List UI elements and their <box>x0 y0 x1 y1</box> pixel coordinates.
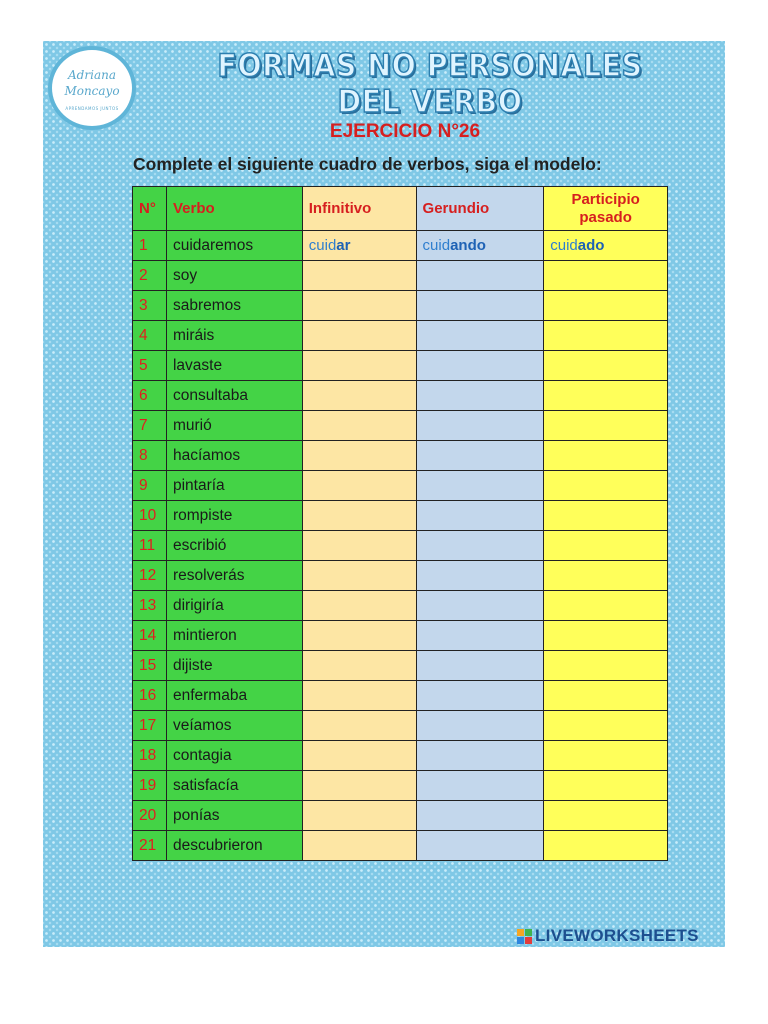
table-row <box>133 291 668 321</box>
infinitive-answer-cell[interactable] <box>302 261 416 291</box>
infinitive-answer-cell[interactable] <box>302 801 416 831</box>
infinitive-answer-cell[interactable] <box>302 741 416 771</box>
table-row <box>133 711 668 741</box>
row-number: 20 <box>133 801 167 831</box>
row-verb: hacíamos <box>166 441 302 471</box>
model-infinitive <box>302 231 416 261</box>
instruction-text: Complete el siguiente cuadro de verbos, siga el modelo: <box>133 154 602 174</box>
infinitive-answer-cell[interactable] <box>302 531 416 561</box>
row-number: 5 <box>133 351 167 381</box>
row-number: 15 <box>133 651 167 681</box>
row-number: 4 <box>133 321 167 351</box>
liveworksheets-logo-icon <box>517 929 532 944</box>
infinitive-answer-cell[interactable] <box>302 321 416 351</box>
table-row <box>133 621 668 651</box>
row-verb: murió <box>166 411 302 441</box>
row-number: 13 <box>133 591 167 621</box>
gerund-answer-cell[interactable] <box>416 351 544 381</box>
participle-answer-cell[interactable] <box>544 291 668 321</box>
row-number: 18 <box>133 741 167 771</box>
gerund-answer-cell[interactable] <box>416 651 544 681</box>
table-row <box>133 771 668 801</box>
infinitive-answer-cell[interactable] <box>302 651 416 681</box>
table-header-row <box>133 187 668 231</box>
verb-table <box>132 186 668 861</box>
participle-answer-cell[interactable] <box>544 591 668 621</box>
infinitive-answer-cell[interactable] <box>302 471 416 501</box>
row-number: 9 <box>133 471 167 501</box>
row-verb: soy <box>166 261 302 291</box>
row-number: 3 <box>133 291 167 321</box>
gerund-answer-cell[interactable] <box>416 771 544 801</box>
row-verb: dijiste <box>166 651 302 681</box>
brand-text: LIVEWORKSHEETS <box>535 926 699 945</box>
header-verb: Verbo <box>166 187 302 231</box>
participle-answer-cell[interactable] <box>544 501 668 531</box>
participle-answer-cell[interactable] <box>544 351 668 381</box>
participle-answer-cell[interactable] <box>544 411 668 441</box>
row-verb: descubrieron <box>166 831 302 861</box>
participle-answer-cell[interactable] <box>544 471 668 501</box>
gerund-answer-cell[interactable] <box>416 831 544 861</box>
row-number: 14 <box>133 621 167 651</box>
row-verb: ponías <box>166 801 302 831</box>
model-stem: cuid <box>308 237 337 254</box>
gerund-answer-cell[interactable] <box>416 471 544 501</box>
row-number: 2 <box>133 261 167 291</box>
row-verb: cuidaremos <box>166 231 302 261</box>
infinitive-answer-cell[interactable] <box>302 831 416 861</box>
table-row <box>133 501 668 531</box>
table-row <box>133 441 668 471</box>
gerund-answer-cell[interactable] <box>416 441 544 471</box>
row-number: 16 <box>133 681 167 711</box>
participle-answer-cell[interactable] <box>544 381 668 411</box>
participle-answer-cell[interactable] <box>544 261 668 291</box>
table-row <box>133 261 668 291</box>
participle-answer-cell[interactable] <box>544 681 668 711</box>
model-participle <box>544 231 668 261</box>
model-stem: cuid <box>422 237 451 254</box>
table-row <box>133 531 668 561</box>
model-stem: cuid <box>550 237 578 254</box>
worksheet-title: FORMAS NO PERSONALES DEL VERBO <box>217 48 643 120</box>
participle-answer-cell[interactable] <box>544 651 668 681</box>
participle-answer-cell[interactable] <box>544 801 668 831</box>
exercise-number: EJERCICIO N°26 <box>329 121 481 142</box>
table-row <box>133 351 668 381</box>
infinitive-answer-cell[interactable] <box>302 381 416 411</box>
table-row <box>133 801 668 831</box>
gerund-answer-cell[interactable] <box>416 501 544 531</box>
row-number: 6 <box>133 381 167 411</box>
gerund-answer-cell[interactable] <box>416 531 544 561</box>
row-verb: consultaba <box>166 381 302 411</box>
participle-answer-cell[interactable] <box>544 771 668 801</box>
row-number: 17 <box>133 711 167 741</box>
infinitive-answer-cell[interactable] <box>302 561 416 591</box>
table-row <box>133 411 668 441</box>
table-row <box>133 831 668 861</box>
row-verb: escribió <box>166 531 302 561</box>
gerund-answer-cell[interactable] <box>416 411 544 441</box>
gerund-answer-cell[interactable] <box>416 681 544 711</box>
participle-answer-cell[interactable] <box>544 561 668 591</box>
model-row <box>133 231 668 261</box>
infinitive-answer-cell[interactable] <box>302 501 416 531</box>
author-logo <box>48 46 136 130</box>
gerund-answer-cell[interactable] <box>416 291 544 321</box>
infinitive-answer-cell[interactable] <box>302 591 416 621</box>
infinitive-answer-cell[interactable] <box>302 291 416 321</box>
row-number: 1 <box>133 231 167 261</box>
header-participle: Participio pasado <box>544 187 668 231</box>
row-verb: miráis <box>166 321 302 351</box>
participle-answer-cell[interactable] <box>544 441 668 471</box>
infinitive-answer-cell[interactable] <box>302 681 416 711</box>
table-row <box>133 591 668 621</box>
row-verb: sabremos <box>166 291 302 321</box>
participle-answer-cell[interactable] <box>544 321 668 351</box>
infinitive-answer-cell[interactable] <box>302 351 416 381</box>
row-number: 8 <box>133 441 167 471</box>
row-number: 7 <box>133 411 167 441</box>
row-number: 10 <box>133 501 167 531</box>
row-verb: contagia <box>166 741 302 771</box>
table-row <box>133 681 668 711</box>
table-row <box>133 471 668 501</box>
logo-line-1: Adriana <box>68 68 116 82</box>
participle-answer-cell[interactable] <box>544 621 668 651</box>
model-ending: ando <box>450 237 486 254</box>
gerund-answer-cell[interactable] <box>416 621 544 651</box>
table-row <box>133 321 668 351</box>
logo-line-3: APRENDAMOS JUNTOS <box>65 106 119 111</box>
row-verb: enfermaba <box>166 681 302 711</box>
model-gerund <box>416 231 544 261</box>
gerund-answer-cell[interactable] <box>416 591 544 621</box>
row-verb: lavaste <box>166 351 302 381</box>
infinitive-answer-cell[interactable] <box>302 771 416 801</box>
table-row <box>133 651 668 681</box>
row-verb: pintaría <box>166 471 302 501</box>
row-verb: veíamos <box>166 711 302 741</box>
gerund-answer-cell[interactable] <box>416 561 544 591</box>
liveworksheets-brand <box>517 924 699 948</box>
participle-answer-cell[interactable] <box>544 531 668 561</box>
row-number: 19 <box>133 771 167 801</box>
header-infinitive: Infinitivo <box>302 187 416 231</box>
gerund-answer-cell[interactable] <box>416 321 544 351</box>
logo-line-2: Moncayo <box>64 84 120 98</box>
gerund-answer-cell[interactable] <box>416 741 544 771</box>
header-gerund: Gerundio <box>416 187 544 231</box>
row-verb: mintieron <box>166 621 302 651</box>
row-number: 12 <box>133 561 167 591</box>
participle-answer-cell[interactable] <box>544 711 668 741</box>
table-row <box>133 741 668 771</box>
gerund-answer-cell[interactable] <box>416 261 544 291</box>
model-ending: ar <box>336 237 351 254</box>
row-verb: satisfacía <box>166 771 302 801</box>
row-verb: dirigiría <box>166 591 302 621</box>
gerund-answer-cell[interactable] <box>416 381 544 411</box>
infinitive-answer-cell[interactable] <box>302 621 416 651</box>
row-verb: rompiste <box>166 501 302 531</box>
table-row <box>133 561 668 591</box>
participle-answer-cell[interactable] <box>544 741 668 771</box>
infinitive-answer-cell[interactable] <box>302 411 416 441</box>
gerund-answer-cell[interactable] <box>416 801 544 831</box>
infinitive-answer-cell[interactable] <box>302 711 416 741</box>
gerund-answer-cell[interactable] <box>416 711 544 741</box>
row-number: 11 <box>133 531 167 561</box>
row-verb: resolverás <box>166 561 302 591</box>
row-number: 21 <box>133 831 167 861</box>
model-ending: ado <box>577 237 605 254</box>
participle-answer-cell[interactable] <box>544 831 668 861</box>
header-number: N° <box>133 187 167 231</box>
table-row <box>133 381 668 411</box>
infinitive-answer-cell[interactable] <box>302 441 416 471</box>
